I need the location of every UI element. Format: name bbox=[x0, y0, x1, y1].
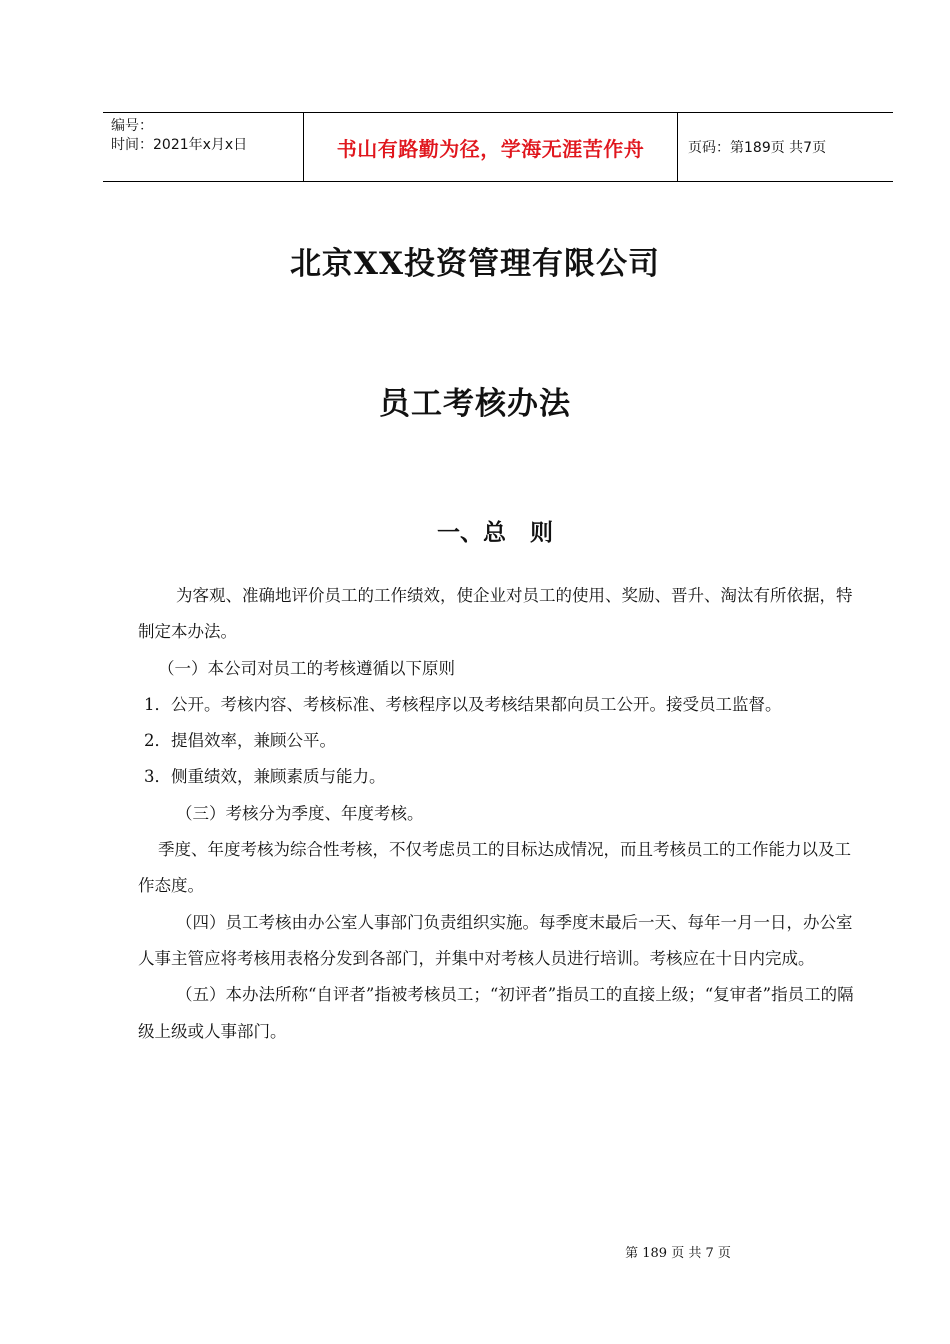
paragraph: （一）本公司对员工的考核遵循以下原则 bbox=[158, 658, 455, 678]
number-label: 编号： bbox=[111, 118, 153, 134]
page-footer: 第 189 页 共 7 页 bbox=[625, 1246, 731, 1261]
header-meta-cell bbox=[103, 113, 304, 181]
paragraph: （五）本办法所称“自评者”指被考核员工；“初评者”指员工的直接上级；“复审者”指员工的隔级上级或人事部门。 bbox=[138, 985, 854, 1041]
company-name: 北京XX投资管理有限公司 bbox=[289, 246, 661, 282]
document-title: 员工考核办法 bbox=[379, 386, 571, 422]
time-text: 时间：2021年x月x日 bbox=[111, 137, 248, 153]
paragraph: 季度、年度考核为综合性考核，不仅考虑员工的目标达成情况，而且考核员工的工作能力以及工作态度。 bbox=[138, 840, 851, 896]
section-heading bbox=[0, 514, 950, 547]
page-info: 页码：第189页 共7页 bbox=[688, 140, 827, 156]
paragraph: （四）员工考核由办公室人事部门负责组织实施。每季度末最后一天、每年一月一日，办公室人事主管应将考核用表格分发到各部门，并集中对考核人员进行培训。考核应在十日内完成。 bbox=[138, 912, 853, 968]
paragraph: 为客观、准确地评价员工的工作绩效，使企业对员工的使用、奖励、晋升、淘汰有所依据，特制定本办法。 bbox=[138, 586, 853, 642]
header-table bbox=[103, 112, 893, 182]
section-number: 一、总 bbox=[437, 519, 506, 546]
motto: 书山有路勤为径，学海无涯苦作舟 bbox=[304, 113, 678, 181]
body-text bbox=[138, 578, 860, 1050]
section-word: 则 bbox=[530, 519, 553, 546]
paragraph: 1．公开。考核内容、考核标准、考核程序以及考核结果都向员工公开。接受员工监督。 bbox=[144, 694, 782, 714]
paragraph: 2．提倡效率，兼顾公平。 bbox=[144, 731, 336, 751]
paragraph: 3．侧重绩效，兼顾素质与能力。 bbox=[144, 767, 386, 787]
paragraph: （三）考核分为季度、年度考核。 bbox=[176, 803, 424, 823]
